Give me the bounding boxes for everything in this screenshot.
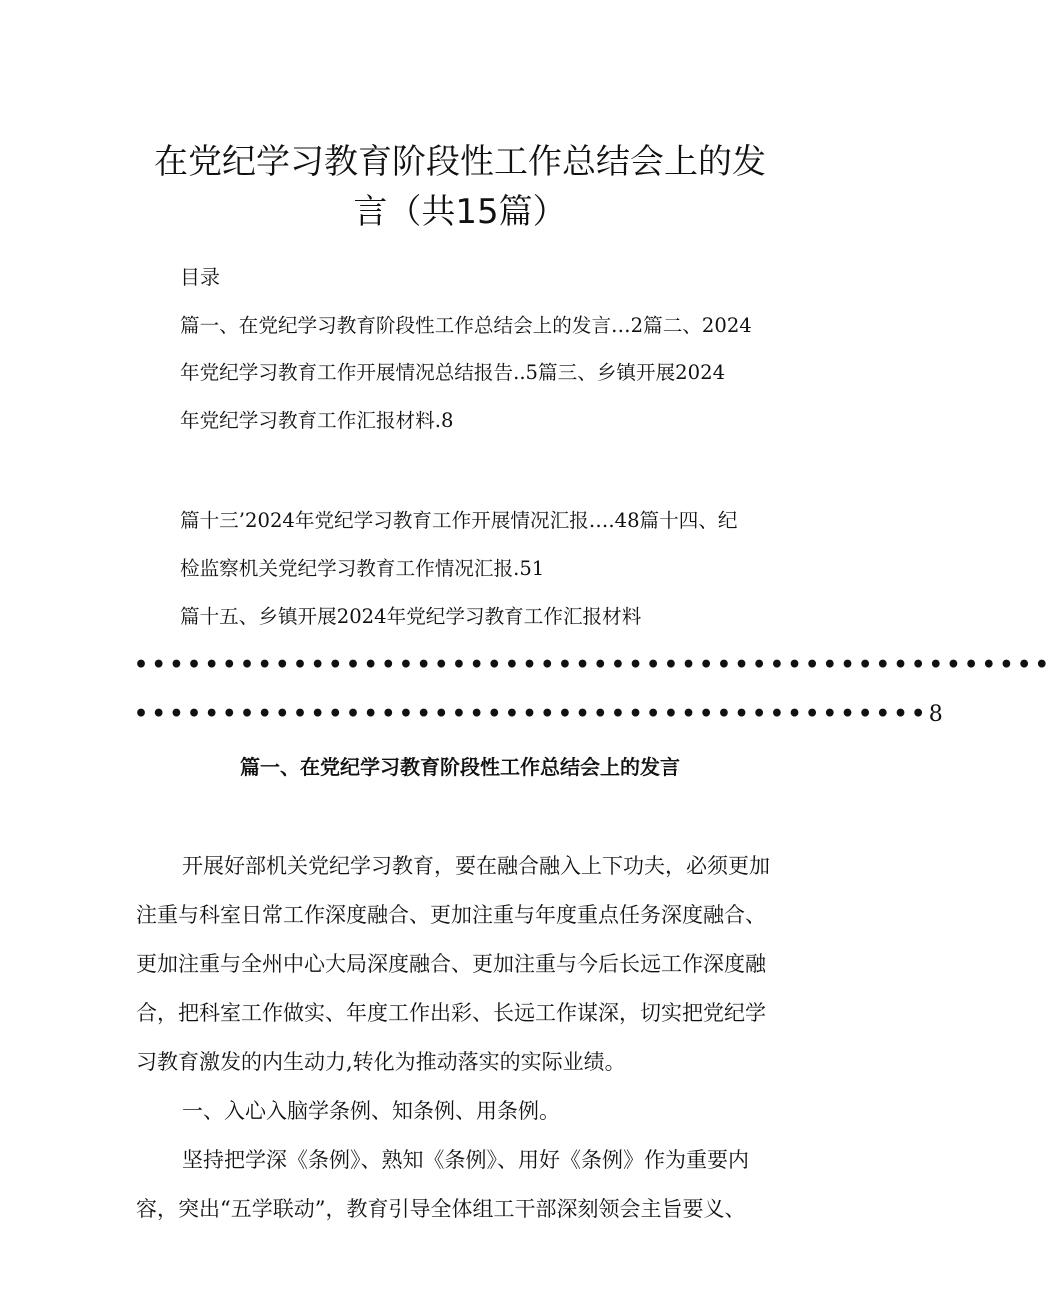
body-line: 注重与科室日常工作深度融合、更加注重与年度重点任务深度融合、	[136, 903, 766, 927]
toc-leader-dots	[134, 650, 1052, 681]
toc-leader-dots-row: ••••••••••••••••••••••••••••••••••••••••••••••••••••	[134, 652, 1052, 678]
document-title-line-1: 在党纪学习教育阶段性工作总结会上的发	[154, 142, 766, 182]
document-title-line-2: 言（共15篇）	[353, 192, 567, 232]
toc-line: 篇十三’2024年党纪学习教育工作开展情况汇报….48篇十四、纪	[180, 509, 738, 532]
toc-heading: 目录	[180, 265, 220, 289]
toc-leader-dots	[134, 699, 943, 730]
body-line: 合，把科室工作做实、年度工作出彩、长远工作谋深，切实把党纪学	[136, 1001, 766, 1025]
body-line: 容，突出“五学联动”，教育引导全体组工干部深刻领会主旨要义、	[136, 1197, 746, 1221]
toc-page-number: 8	[928, 702, 943, 727]
toc-line: 年党纪学习教育工作汇报材料.8	[180, 409, 454, 432]
toc-line: 年党纪学习教育工作开展情况总结报告..5篇三、乡镇开展2024	[180, 361, 726, 384]
toc-leader-dots-row: •••••••••••••••••••••••••••••••••••••••••••••	[134, 701, 929, 727]
body-line: 一、入心入脑学条例、知条例、用条例。	[182, 1099, 560, 1123]
body-line: 坚持把学深《条例》、熟知《条例》、用好《条例》作为重要内	[182, 1148, 749, 1172]
toc-line: 篇十五、乡镇开展2024年党纪学习教育工作汇报材料	[180, 605, 642, 628]
section-heading: 篇一、在党纪学习教育阶段性工作总结会上的发言	[240, 755, 680, 779]
toc-line: 检监察机关党纪学习教育工作情况汇报.51	[180, 557, 545, 580]
body-line: 更加注重与全州中心大局深度融合、更加注重与今后长远工作深度融	[136, 952, 766, 976]
toc-line: 篇一、在党纪学习教育阶段性工作总结会上的发言…2篇二、2024	[180, 314, 752, 337]
body-line: 开展好部机关党纪学习教育，要在融合融入上下功夫，必须更加	[182, 854, 770, 878]
body-line: 习教育激发的内生动力,转化为推动落实的实际业绩。	[136, 1050, 626, 1074]
